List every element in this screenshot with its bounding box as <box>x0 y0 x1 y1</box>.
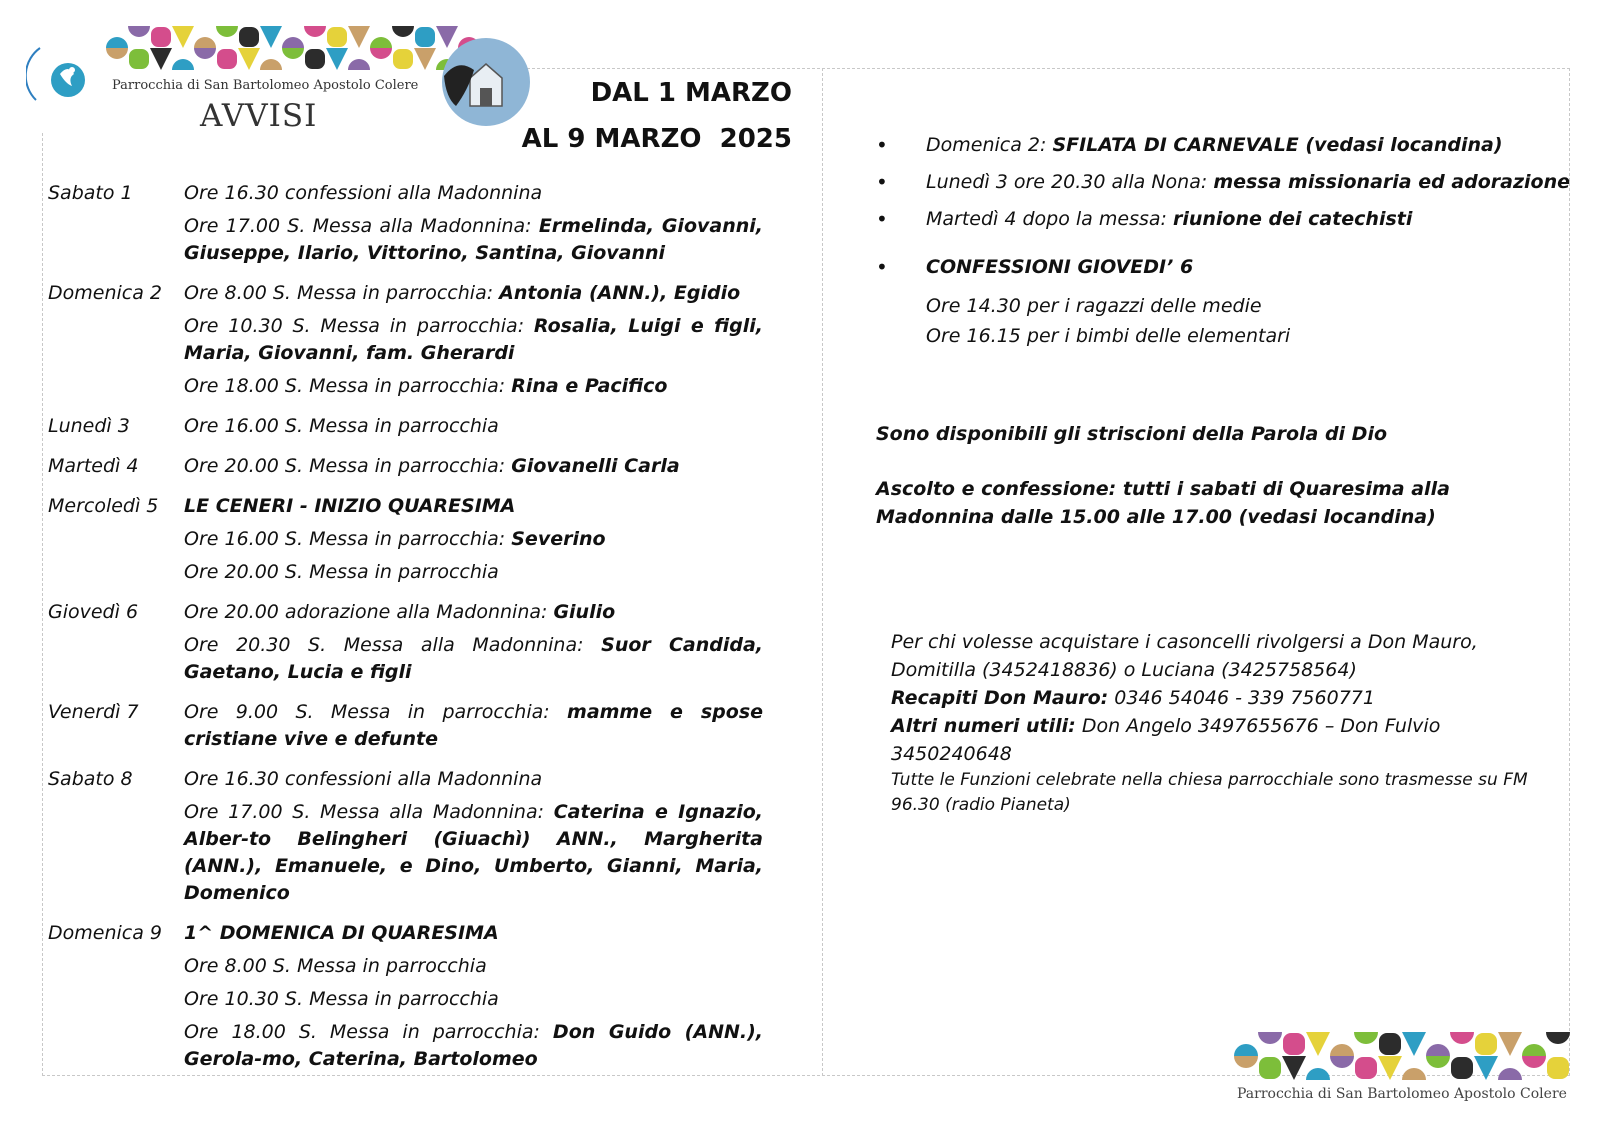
mosaic-tile <box>282 37 304 48</box>
mosaic-tile <box>1379 1033 1401 1055</box>
footer-parish-name: Parrocchia di San Bartolomeo Apostolo Colere <box>1237 1086 1567 1102</box>
mosaic-tile <box>304 26 326 37</box>
mosaic-tile <box>348 26 370 48</box>
schedule-day <box>48 699 763 759</box>
mosaic-tile <box>1330 1056 1354 1068</box>
mosaic-tile <box>129 49 149 69</box>
date-range-line-1: DAL 1 MARZO <box>590 78 792 108</box>
mosaic-tile <box>150 48 172 70</box>
schedule-day <box>48 493 763 592</box>
mosaic-tile <box>1498 1068 1522 1080</box>
header-logo <box>22 22 522 132</box>
schedule-entry: Ore 9.00 S. Messa in parrocchia: mamme e spose cristiane vive e defunte <box>184 701 764 750</box>
mosaic-tile <box>326 48 348 70</box>
confession-time: Ore 14.30 per i ragazzi delle medie <box>926 295 1262 317</box>
mosaic-tile <box>106 48 128 59</box>
day-name: Domenica 2 <box>48 282 162 304</box>
day-name: Venerdì 7 <box>48 701 139 723</box>
schedule-entry: Ore 17.00 S. Messa alla Madonnina: Caterina e Ignazio, Alber-to Belingheri (Giuachì) ANN., Margherita (ANN.), Emanuele, e Dino, Umberto, Gianni, Maria, Domenico <box>184 801 763 904</box>
mosaic-tile <box>106 37 128 48</box>
mosaic-banner-icon <box>106 26 482 70</box>
avvisi-title: AVVISI <box>200 98 318 134</box>
mosaic-tile <box>414 48 436 70</box>
announcement-item: • Lunedì 3 ore 20.30 alla Nona: messa missionaria ed adorazione <box>876 169 1556 195</box>
mosaic-tile <box>1259 1057 1281 1079</box>
schedule-entry: Ore 16.30 confessioni alla Madonnina <box>184 182 543 204</box>
mosaic-tile <box>1402 1068 1426 1080</box>
mosaic-tile <box>1451 1057 1473 1079</box>
mosaic-tile <box>1498 1032 1522 1056</box>
schedule-entry: 1^ DOMENICA DI QUARESIMA <box>184 922 499 944</box>
casoncelli-note: Per chi volesse acquistare i casoncelli rivolgersi a Don Mauro, Domitilla (3452418836) o Luciana (3425758564) <box>891 631 1478 681</box>
date-range-line-2: AL 9 MARZO 2025 <box>521 124 792 154</box>
mosaic-tile <box>327 27 347 47</box>
mosaic-tile <box>1306 1032 1330 1056</box>
mosaic-tile <box>1474 1056 1498 1080</box>
schedule-entry: LE CENERI - INIZIO QUARESIMA <box>184 495 516 517</box>
mosaic-tile <box>1283 1033 1305 1055</box>
mosaic-tile <box>1355 1057 1377 1079</box>
mosaic-tile <box>172 59 194 70</box>
altri-numeri-line: Altri numeri utili: Don Angelo 3497655676 – Don Fulvio 3450240648 <box>891 715 1441 765</box>
radio-note: Tutte le Funzioni celebrate nella chiesa parrocchiale sono trasmesse su FM 96.30 (radio Pianeta) <box>891 770 1528 815</box>
mosaic-tile <box>1378 1056 1402 1080</box>
schedule-entry: Ore 18.00 S. Messa in parrocchia: Rina e Pacifico <box>184 375 668 397</box>
schedule-entry: Ore 16.00 S. Messa in parrocchia: Severino <box>184 528 606 550</box>
mosaic-tile <box>393 49 413 69</box>
schedule-day <box>48 413 763 446</box>
mosaic-tile <box>1402 1032 1426 1056</box>
mosaic-tile <box>239 27 259 47</box>
mosaic-tile <box>370 37 392 48</box>
parish-name: Parrocchia di San Bartolomeo Apostolo Colere <box>112 78 419 93</box>
mosaic-tile <box>260 59 282 70</box>
mosaic-tile <box>370 48 392 59</box>
day-name: Martedì 4 <box>48 455 139 477</box>
mosaic-tile <box>1282 1056 1306 1080</box>
mosaic-tile <box>217 49 237 69</box>
schedule-day <box>48 920 763 1079</box>
day-name: Sabato 1 <box>48 182 133 204</box>
mosaic-tile <box>151 27 171 47</box>
contact-info <box>891 628 1561 818</box>
mosaic-tile <box>1330 1044 1354 1056</box>
schedule-entry: Ore 16.30 confessioni alla Madonnina <box>184 768 543 790</box>
announcements <box>876 132 1571 351</box>
schedule-entry: Ore 20.00 S. Messa in parrocchia <box>184 561 499 583</box>
mosaic-tile <box>194 37 216 48</box>
mosaic-tile <box>194 48 216 59</box>
recapiti-line: Recapiti Don Mauro: 0346 54046 - 339 7560771 <box>891 687 1375 709</box>
announcement-item: • Domenica 2: SFILATA DI CARNEVALE (vedasi locandina) <box>876 132 1556 158</box>
mosaic-tile <box>348 59 370 70</box>
mosaic-tile <box>172 26 194 48</box>
mosaic-tile <box>1234 1056 1258 1068</box>
mosaic-tile <box>1306 1068 1330 1080</box>
mosaic-tile <box>1426 1044 1450 1056</box>
unita-pastorale-seal-icon <box>26 30 106 124</box>
mosaic-tile <box>1426 1056 1450 1068</box>
schedule-day <box>48 280 763 406</box>
mosaic-tile <box>1258 1032 1282 1044</box>
mosaic-tile <box>1522 1044 1546 1056</box>
schedule-entry: Ore 16.00 S. Messa in parrocchia <box>184 415 499 437</box>
mosaic-tile <box>415 27 435 47</box>
mosaic-tile <box>1475 1033 1497 1055</box>
mosaic-tile <box>282 48 304 59</box>
schedule-day <box>48 180 763 273</box>
notice-striscioni: Sono disponibili gli striscioni della Parola di Dio <box>876 423 1388 445</box>
day-name: Mercoledì 5 <box>48 495 159 517</box>
schedule-entry: Ore 20.30 S. Messa alla Madonnina: Suor Candida, Gaetano, Lucia e figli <box>184 634 764 683</box>
announcement-list <box>876 132 1571 280</box>
day-name: Giovedì 6 <box>48 601 139 623</box>
mosaic-tile <box>260 26 282 48</box>
mosaic-tile <box>216 26 238 37</box>
church-illustration-icon <box>440 36 532 128</box>
schedule-entry: Ore 18.00 S. Messa in parrocchia: Don Guido (ANN.), Gerola-mo, Caterina, Bartolomeo <box>184 1021 763 1070</box>
schedule-day <box>48 766 763 913</box>
announcement-item: • Martedì 4 dopo la messa: riunione dei catechisti <box>876 206 1556 232</box>
mosaic-tile <box>392 26 414 37</box>
announcement-item: • CONFESSIONI GIOVEDI’ 6 <box>876 254 1556 280</box>
mosaic-tile <box>305 49 325 69</box>
schedule-entry: Ore 20.00 S. Messa in parrocchia: Giovanelli Carla <box>184 455 680 477</box>
weekly-schedule <box>48 180 763 1086</box>
day-name: Lunedì 3 <box>48 415 130 437</box>
column-divider <box>822 68 823 1076</box>
mosaic-tile <box>1522 1056 1546 1068</box>
day-name: Domenica 9 <box>48 922 162 944</box>
mosaic-tile <box>238 48 260 70</box>
schedule-day <box>48 599 763 692</box>
schedule-entry: Ore 8.00 S. Messa in parrocchia <box>184 955 487 977</box>
schedule-entry: Ore 10.30 S. Messa in parrocchia: Rosalia, Luigi e figli, Maria, Giovanni, fam. Gherardi <box>184 315 763 364</box>
day-name: Sabato 8 <box>48 768 133 790</box>
schedule-entry: Ore 8.00 S. Messa in parrocchia: Antonia (ANN.), Egidio <box>184 282 741 304</box>
mosaic-tile <box>1354 1032 1378 1044</box>
confession-time: Ore 16.15 per i bimbi delle elementari <box>926 325 1291 347</box>
schedule-entry: Ore 17.00 S. Messa alla Madonnina: Ermelinda, Giovanni, Giuseppe, Ilario, Vittorino, Santina, Giovanni <box>184 215 763 264</box>
mosaic-tile <box>1450 1032 1474 1044</box>
footer-mosaic-icon <box>1234 1032 1570 1080</box>
schedule-day <box>48 453 763 486</box>
mosaic-tile <box>1547 1057 1569 1079</box>
notice-ascolto: Ascolto e confessione: tutti i sabati di Quaresima alla Madonnina dalle 15.00 alle 17.00 (vedasi locandina) <box>876 478 1450 528</box>
schedule-entry: Ore 10.30 S. Messa in parrocchia <box>184 988 499 1010</box>
schedule-entry: Ore 20.00 adorazione alla Madonnina: Giulio <box>184 601 616 623</box>
mosaic-tile <box>1546 1032 1570 1044</box>
mosaic-tile <box>128 26 150 37</box>
mosaic-tile <box>1234 1044 1258 1056</box>
